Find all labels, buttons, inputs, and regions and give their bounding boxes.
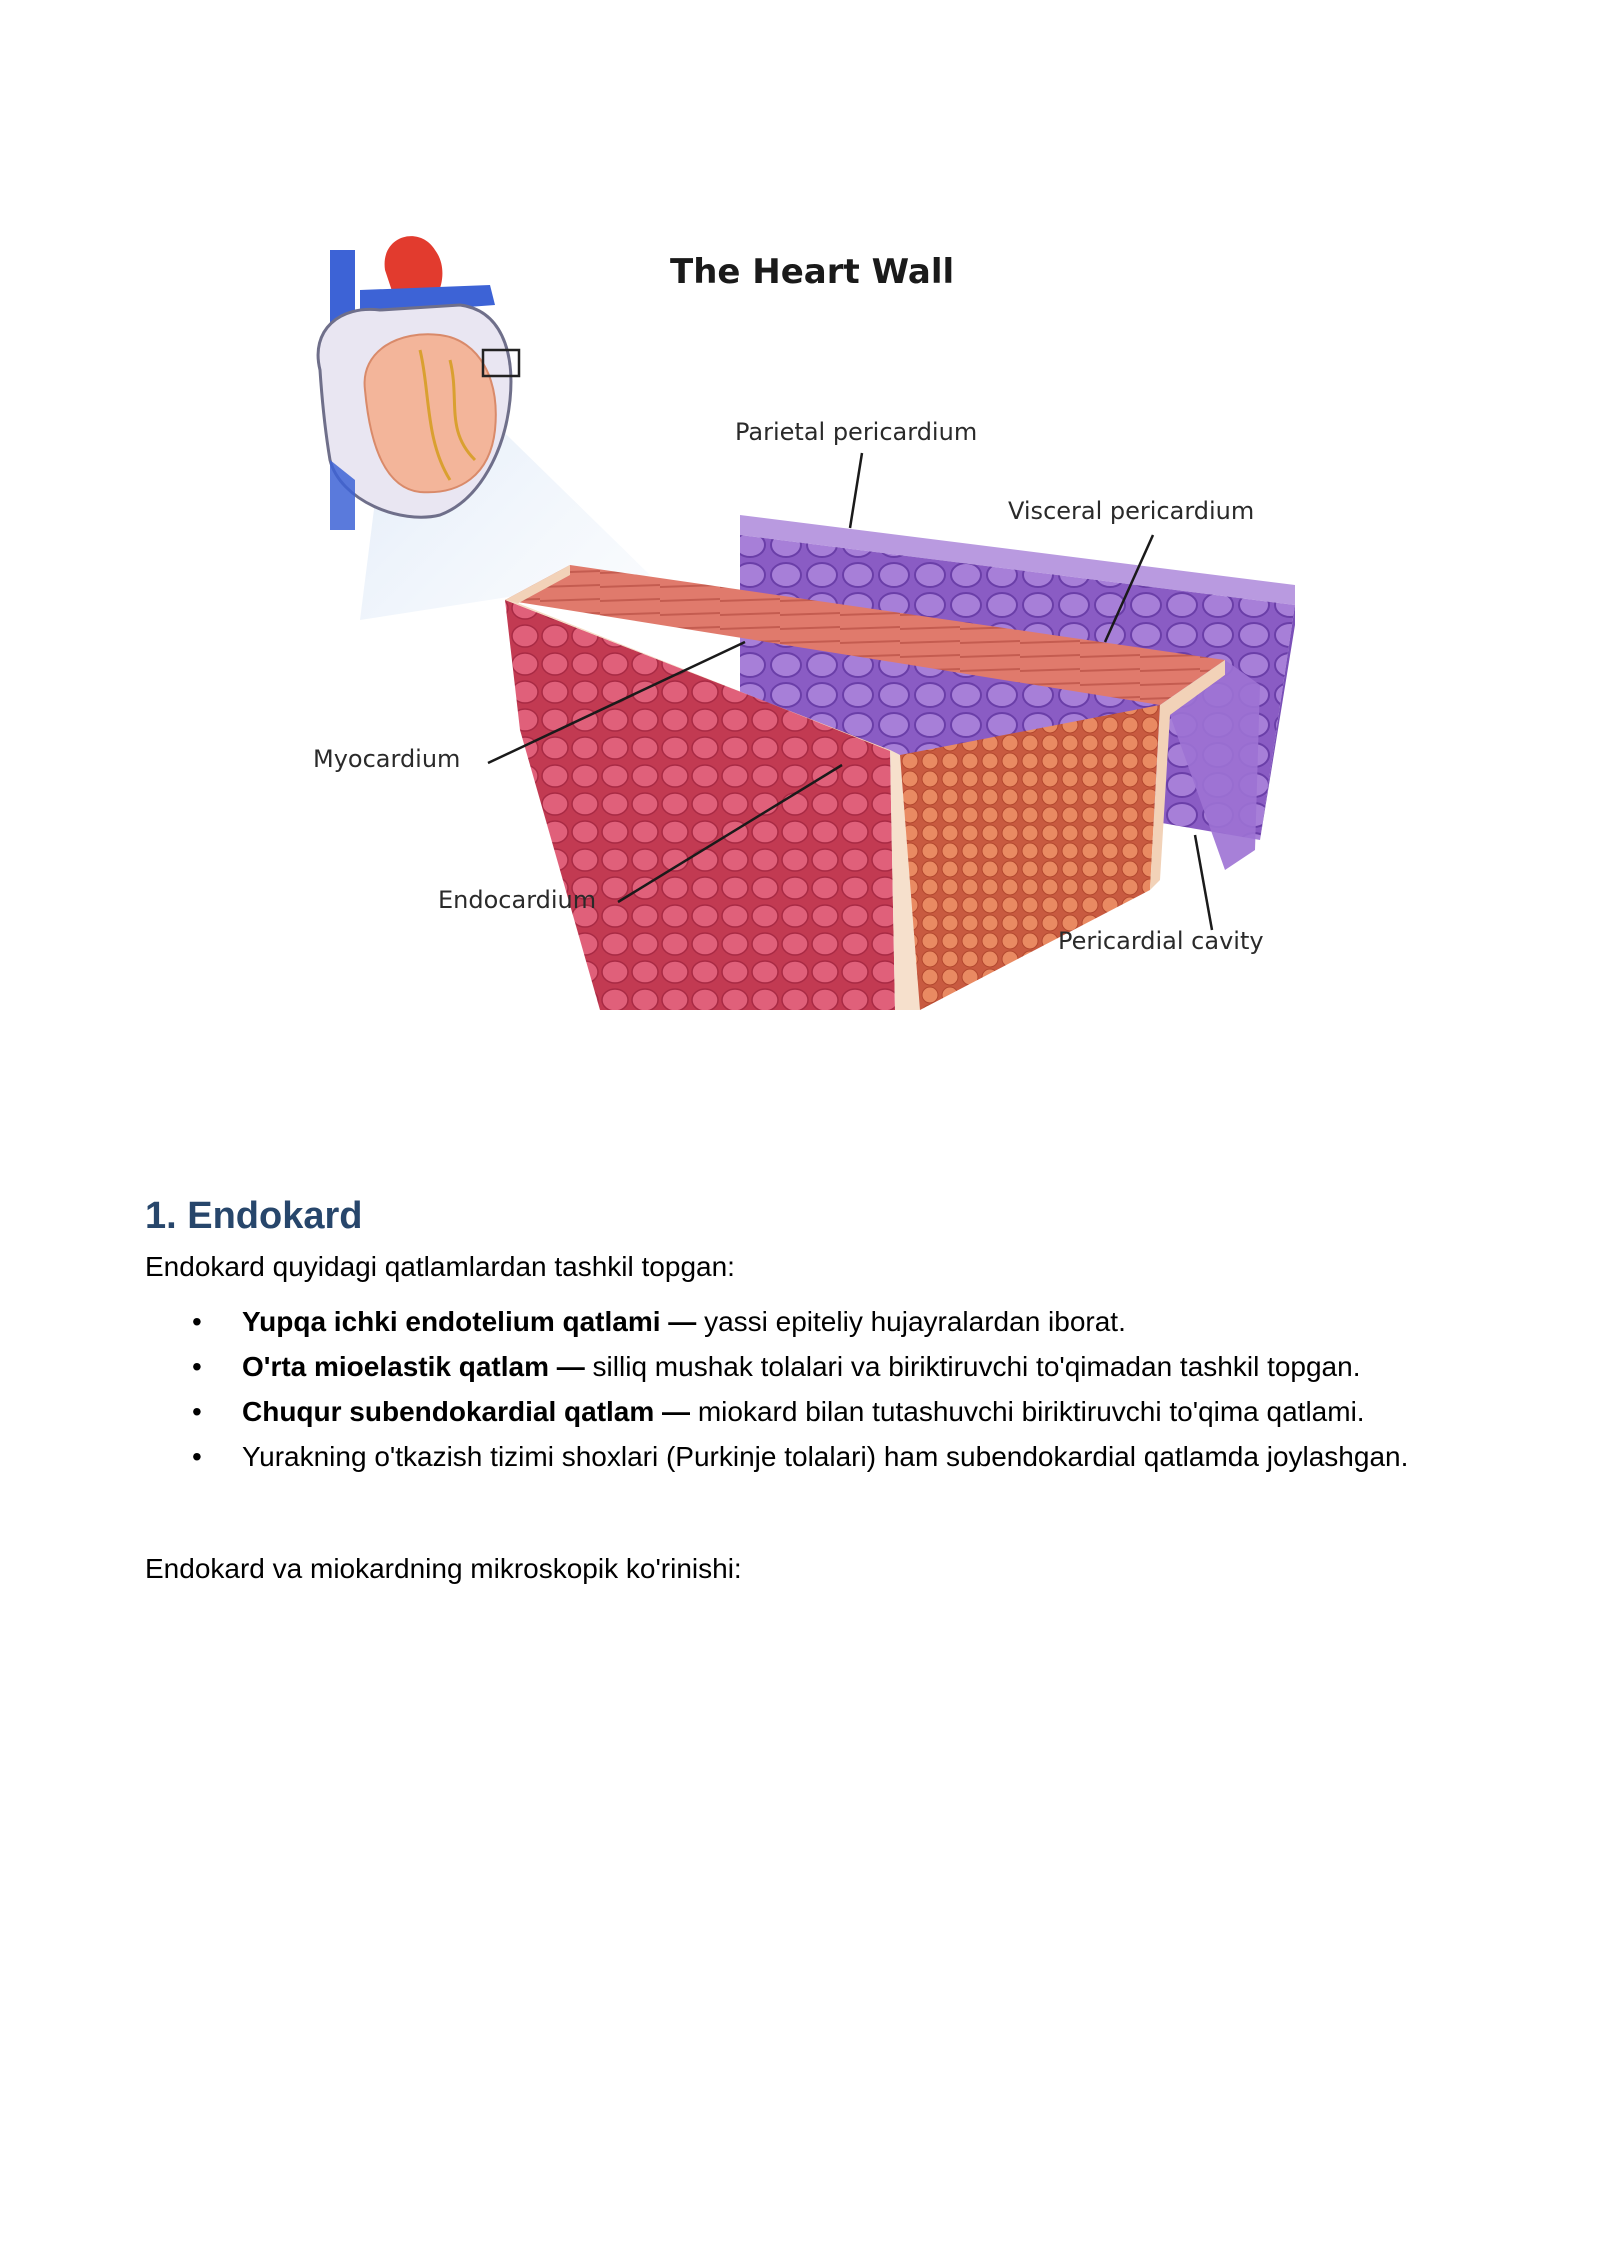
item-term: Yupqa ichki endotelium qatlami — [242, 1306, 697, 1337]
bullet-icon: • [192, 1306, 202, 1337]
item-text: yassi epiteliy hujayralardan iborat. [696, 1306, 1126, 1337]
label-endocardium: Endocardium [438, 886, 597, 914]
bullet-icon: • [192, 1351, 202, 1382]
bullet-icon: • [192, 1396, 202, 1427]
item-term: Chuqur subendokardial qatlam — [242, 1396, 691, 1427]
label-pericardial-cavity: Pericardial cavity [1058, 927, 1264, 955]
item-text: Yurakning o'tkazish tizimi shoxlari (Purkinje tolalari) ham subendokardial qatlamda joylashgan. [242, 1441, 1409, 1472]
list-item [145, 1350, 1465, 1384]
list-item [145, 1395, 1465, 1429]
list-item [145, 1305, 1465, 1339]
intro-paragraph: Endokard quyidagi qatlamlardan tashkil topgan: [145, 1251, 735, 1282]
list-item [145, 1440, 1465, 1474]
outro-paragraph: Endokard va miokardning mikroskopik ko'rinishi: [145, 1553, 742, 1584]
label-visceral-pericardium: Visceral pericardium [1008, 497, 1255, 525]
label-myocardium: Myocardium [313, 745, 461, 773]
item-term: O'rta mioelastik qatlam — [242, 1351, 585, 1382]
layer-list [145, 1305, 1465, 1485]
section-heading: 1. Endokard [145, 1195, 363, 1237]
item-text: miokard bilan tutashuvchi biriktiruvchi to'qima qatlami. [690, 1396, 1365, 1427]
figure-title: The Heart Wall [670, 252, 955, 292]
label-parietal-pericardium: Parietal pericardium [735, 418, 978, 446]
heart-wall-figure [300, 230, 1330, 1030]
item-text: silliq mushak tolalari va biriktiruvchi to'qimadan tashkil topgan. [584, 1351, 1361, 1382]
bullet-icon: • [192, 1441, 202, 1472]
